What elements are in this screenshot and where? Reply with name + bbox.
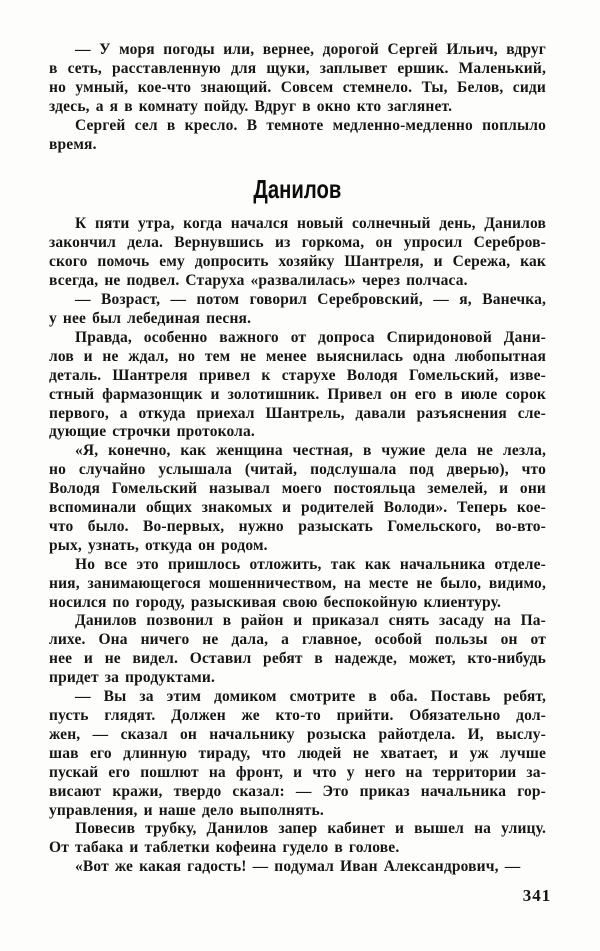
paragraph xyxy=(49,688,546,820)
paragraph xyxy=(49,612,546,688)
text-line: в сеть, расставленную для щуки, заплывет ершик. Маленький, xyxy=(49,59,546,77)
text-line: лихе. Она ничего не дала, а главное, особой пользы он от xyxy=(49,631,546,649)
paragraph xyxy=(49,117,546,155)
paragraph xyxy=(49,556,546,613)
text-line: стный фармазонщик и золотишник. Привел он его в июле сорок xyxy=(49,385,546,403)
text-line: ского помочь ему допросить хозяйку Шантреля, и Сережа, как xyxy=(49,253,546,271)
text-line: у нее был лебединая песня. xyxy=(49,309,252,327)
text-line: — Возраст, — потом говорил Серебровский, — я, Ванечка, xyxy=(75,291,546,309)
text-line: всегда, не подвел. Старуха «развалилась» через полчаса. xyxy=(49,272,468,290)
text-line: Повесив трубку, Данилов запер кабинет и вышел на улицу. xyxy=(75,820,546,838)
chapter-heading xyxy=(49,174,546,205)
text-line: ния, занимающегося мошенничеством, на месте не было, видимо, xyxy=(49,574,546,592)
text-line: К пяти утра, когда начался новый солнечный день, Данилов xyxy=(75,215,546,233)
text-line: здесь, а я в комнату пойду. Вдруг в окно кто заглянет. xyxy=(49,97,453,115)
text-line: время. xyxy=(49,135,97,153)
text-line: но случайно услышала (читай, подслушала под дверью), что xyxy=(49,461,546,479)
text-line: рых, узнать, откуда он родом. xyxy=(49,536,268,554)
text-line: Сергей сел в кресло. В темноте медленно-медленно поплыло xyxy=(75,116,546,134)
text-line: шав его длинную тираду, что людей не хватает, и уж лучше xyxy=(49,744,546,762)
text-line: закончил дела. Вернувшись из горкома, он упросил Серебров- xyxy=(49,234,546,252)
text-line: деталь. Шантреля привел к старухе Володя Гомельский, изве- xyxy=(49,366,546,384)
text-line: — Вы за этим домиком смотрите в оба. Поставь ребят, xyxy=(75,688,546,706)
text-line: но умный, кое-что знающий. Совсем стемнело. Ты, Белов, сиди xyxy=(49,78,546,96)
text-line: жен, — сказал он начальнику розыска райотдела. И, выслу- xyxy=(49,725,546,743)
paragraph xyxy=(49,41,546,117)
paragraph xyxy=(49,858,546,877)
text-line: — У моря погоды или, вернее, дорогой Сергей Ильич, вдруг xyxy=(75,41,546,58)
page-number: 341 xyxy=(522,886,552,905)
text-line: «Я, конечно, как женщина честная, в чужие дела не лезла, xyxy=(75,442,546,460)
text-line: дующие строчки протокола. xyxy=(49,423,255,441)
text-line: придет за продуктами. xyxy=(49,669,215,687)
text-line: От табака и таблетки кофеина гудело в голове. xyxy=(49,839,400,857)
text-line: Но все это пришлось отложить, так как начальника отделе- xyxy=(75,555,546,573)
text-line: носился по городу, разыскивая свою беспокойную клиентуру. xyxy=(49,593,501,611)
paragraph xyxy=(49,820,546,858)
paragraph xyxy=(49,291,546,329)
text-line: управления, и наше дело выполнять. xyxy=(49,801,324,819)
paragraph xyxy=(49,215,546,291)
text-line: первого, а откуда приехал Шантрель, давали разъяснения сле- xyxy=(49,404,546,422)
text-line: пусть глядят. Должен же кто-то прийти. Обязательно дол- xyxy=(49,707,546,724)
text-line: вспоминали общих знакомых и родителей Володи». Теперь кое- xyxy=(49,499,546,517)
text-line: висают кражи, твердо сказал: — Это приказ начальника гор- xyxy=(49,782,546,800)
text-line: лов и не ждал, но тем не менее выяснилась одна любопытная xyxy=(49,347,546,365)
text-line: что было. Во-первых, нужно разыскать Гомельского, во-вто- xyxy=(49,517,546,535)
text-line: Данилов позвонил в район и приказал снять засаду на Па- xyxy=(75,612,546,630)
paragraph xyxy=(49,329,546,442)
text-line: нее и не видел. Оставил ребят в надежде, может, кто-нибудь xyxy=(49,650,546,668)
text-line: пускай его пошлют на фронт, и что у него на территории за- xyxy=(49,763,546,781)
text-line: Правда, особенно важного от допроса Спиридоновой Дани- xyxy=(75,328,546,346)
paragraph xyxy=(49,442,546,555)
text-line: Володя Гомельский называл моего постояльца земелей, и они xyxy=(49,480,546,498)
chapter-heading-text: Данилов xyxy=(253,174,342,205)
text-line: «Вот же какая гадость! — подумал Иван Александрович, — xyxy=(75,858,521,876)
text-column xyxy=(49,41,546,877)
